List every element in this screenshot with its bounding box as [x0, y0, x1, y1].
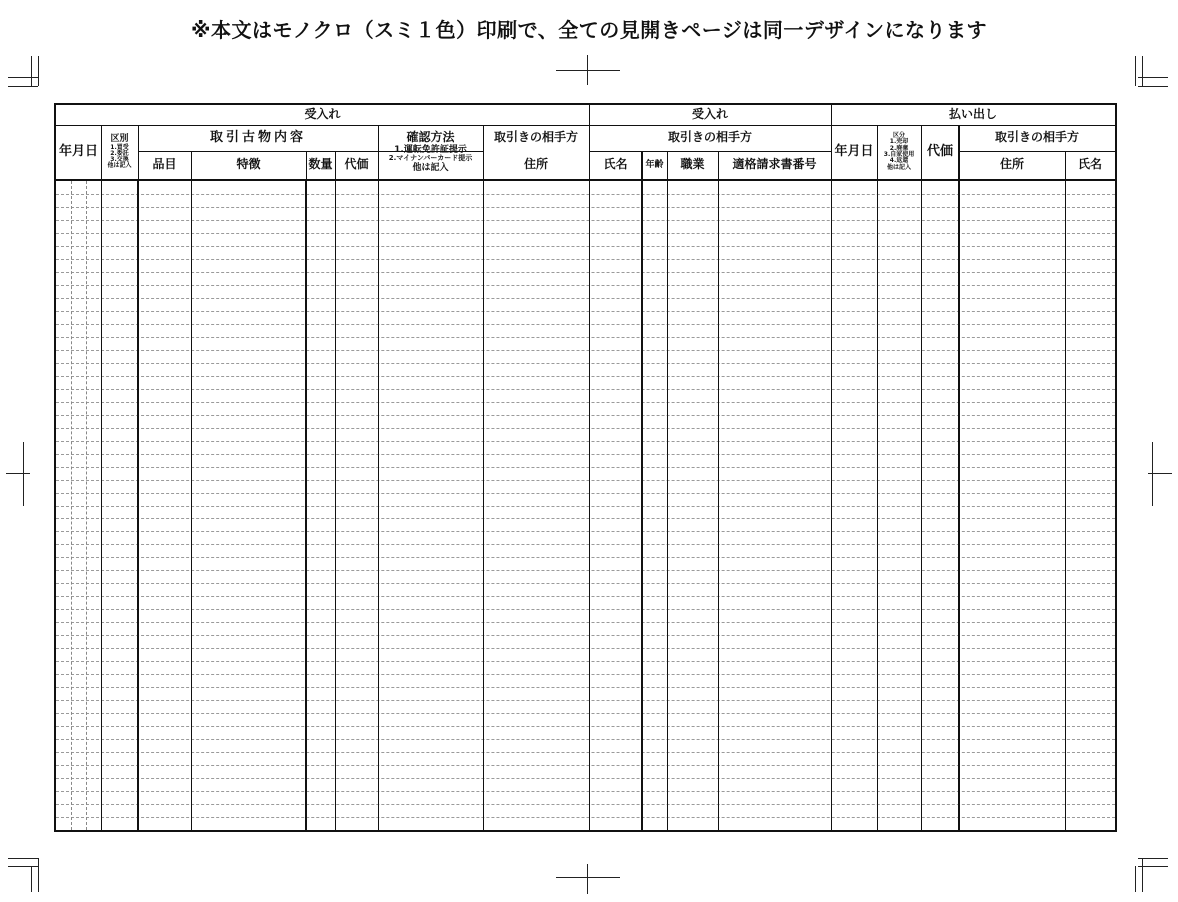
ledger-table [54, 103, 1117, 832]
table-row [56, 311, 1115, 312]
table-row [56, 298, 1115, 299]
table-row [56, 609, 1115, 610]
column-quantity: 数量 [308, 157, 333, 172]
table-row [56, 765, 1115, 766]
table-row [56, 622, 1115, 623]
kubun-option: 4.返還 [889, 157, 909, 165]
table-row [56, 791, 1115, 792]
column-dispose-partner: 取引きの相手方 [994, 130, 1079, 145]
table-row [56, 480, 1115, 481]
table-row [56, 557, 1115, 558]
section-dispose: 払い出し [948, 107, 997, 122]
table-row [56, 661, 1115, 662]
column-address: 住所 [523, 157, 548, 172]
table-row [56, 493, 1115, 494]
table-row [56, 194, 1115, 195]
table-row [56, 778, 1115, 779]
table-row [56, 389, 1115, 390]
table-row [56, 544, 1115, 545]
section-receive-1: 受入れ [304, 107, 341, 122]
table-row [56, 674, 1115, 675]
kubun-option: 3.自家使用 [883, 151, 915, 158]
column-goods-content: 取引古物内容 [209, 129, 306, 145]
table-row [56, 700, 1115, 701]
table-row [56, 363, 1115, 364]
table-row [56, 441, 1115, 442]
confirm-option-2: 2.マイナンバーカード提示 [388, 154, 473, 163]
table-row [56, 506, 1115, 507]
ledger-rows [56, 181, 1115, 830]
table-row [56, 713, 1115, 714]
kubetsu-option: 1.買受 [110, 143, 129, 151]
column-age: 年齢 [645, 159, 664, 170]
table-row [56, 531, 1115, 532]
column-price: 代価 [344, 157, 369, 172]
table-row [56, 454, 1115, 455]
column-name: 氏名 [603, 157, 628, 172]
table-row [56, 817, 1115, 818]
kubetsu-option: 2.委託 [110, 149, 129, 157]
table-row [56, 337, 1115, 338]
column-date: 年月日 [58, 143, 98, 159]
table-row [56, 752, 1115, 753]
table-row [56, 285, 1115, 286]
column-job: 職業 [680, 157, 705, 172]
table-row [56, 415, 1115, 416]
table-row [56, 739, 1115, 740]
table-row [56, 648, 1115, 649]
table-row [56, 635, 1115, 636]
table-row [56, 518, 1115, 519]
kubetsu-title: 区別 [110, 134, 129, 145]
table-row [56, 376, 1115, 377]
table-row [56, 259, 1115, 260]
table-row [56, 596, 1115, 597]
table-row [56, 570, 1115, 571]
table-row [56, 207, 1115, 208]
kubun-option: 2.廃棄 [889, 144, 909, 152]
table-row [56, 233, 1115, 234]
table-row [56, 804, 1115, 805]
table-row [56, 687, 1115, 688]
kubetsu-option: 他は記入 [107, 162, 132, 170]
table-row [56, 467, 1115, 468]
column-kubetsu [101, 125, 138, 179]
column-dispose-address: 住所 [999, 157, 1024, 172]
table-row [56, 428, 1115, 429]
monochrome-print-notice: ※本文はモノクロ（スミ１色）印刷で、全ての見開きページは同一デザインになります [191, 18, 987, 42]
column-feature: 特徴 [236, 157, 261, 172]
confirm-other: 他は記入 [412, 162, 449, 173]
table-row [56, 220, 1115, 221]
column-confirm-method [378, 125, 483, 179]
kubun-title: 区分 [892, 132, 905, 140]
column-dispose-name: 氏名 [1077, 157, 1102, 172]
table-row [56, 272, 1115, 273]
column-partner: 取引きの相手方 [493, 130, 578, 145]
confirm-option-1: 1.運転免許証提示 [394, 144, 467, 155]
table-row [56, 324, 1115, 325]
column-dispose-date: 年月日 [834, 143, 874, 159]
column-item: 品目 [152, 157, 177, 172]
table-row [56, 726, 1115, 727]
table-row [56, 350, 1115, 351]
column-invoice-number: 適格請求書番号 [732, 157, 817, 172]
table-row [56, 246, 1115, 247]
table-row [56, 583, 1115, 584]
kubetsu-option: 3.交換 [110, 156, 129, 164]
column-partner-2: 取引きの相手方 [667, 130, 752, 145]
section-receive-2: 受入れ [691, 107, 728, 122]
table-row [56, 402, 1115, 403]
kubun-option: 他は記入 [886, 163, 911, 171]
confirm-title: 確認方法 [406, 130, 455, 145]
column-dispose-kubun [877, 125, 921, 179]
column-dispose-price: 代価 [926, 143, 953, 159]
kubun-option: 1.売却 [889, 138, 909, 146]
